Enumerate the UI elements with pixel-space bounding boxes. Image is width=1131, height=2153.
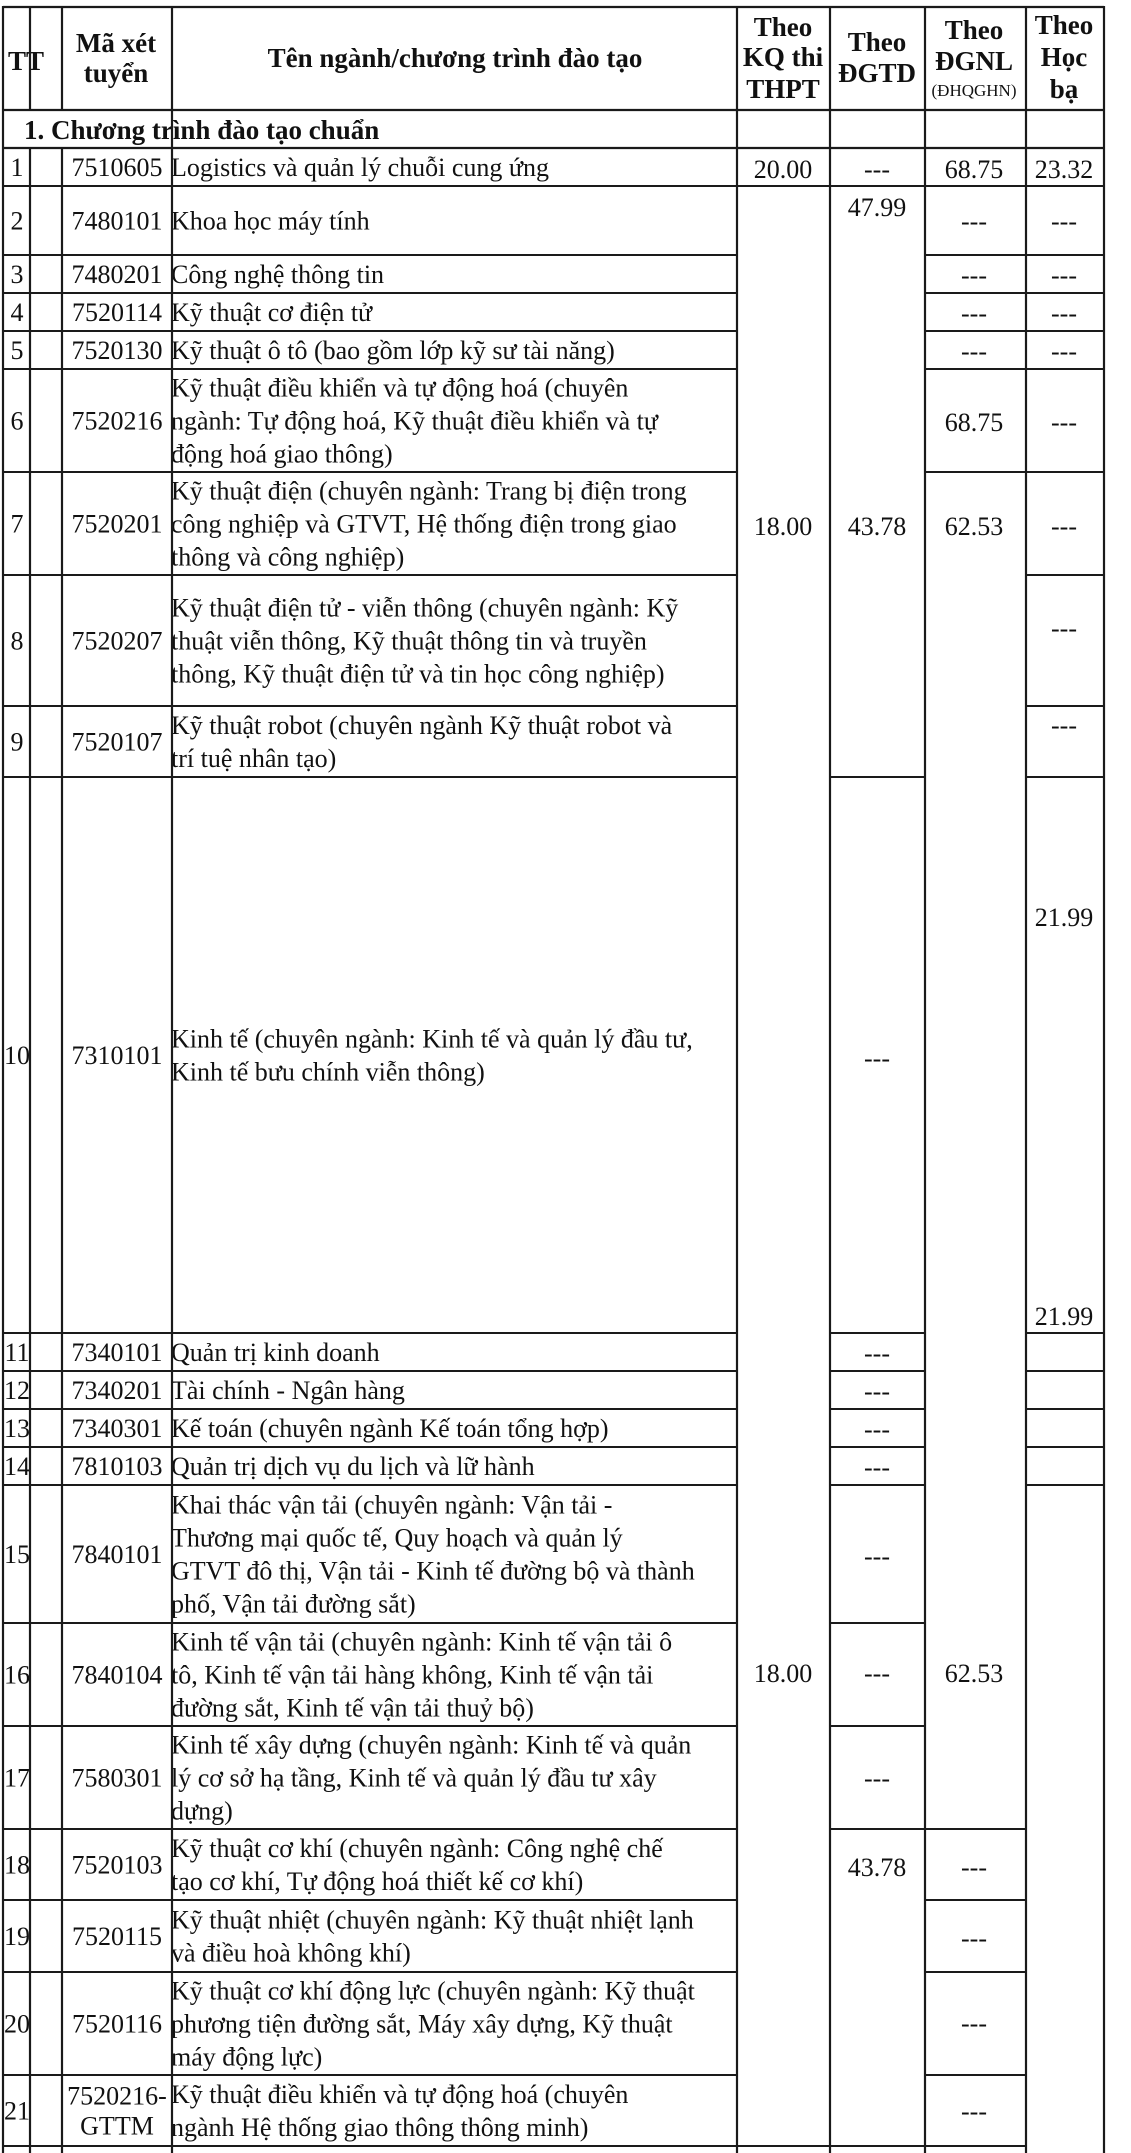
program-name-line: Kỹ thuật điều khiển và tự động hoá (chuyên (171, 2080, 629, 2109)
program-name-line: phố, Vận tải đường sắt) (171, 1589, 416, 1619)
dgnl-score-row5: --- (961, 337, 987, 366)
dgnl-score-row21: --- (961, 2097, 987, 2126)
program-name-line: máy động lực) (171, 2042, 323, 2072)
hocba-score-row1: 23.32 (1034, 155, 1094, 184)
dgnl-score-row6: 68.75 (944, 408, 1004, 437)
dgnl-score-row3: --- (961, 261, 987, 290)
program-name-line: Kinh tế xây dựng (chuyên ngành: Kinh tế và quản (171, 1730, 692, 1760)
header-code-line1: Mã xét (75, 28, 157, 58)
dgtd-score-row16: --- (864, 1659, 890, 1688)
admission-code: 7520114 (71, 298, 163, 327)
program-name-line: Công nghệ thông tin (171, 260, 385, 289)
table-row (11, 336, 615, 365)
hocba-score-row6: --- (1051, 408, 1077, 437)
admission-code: 7520216- (67, 2081, 167, 2111)
program-name-line: và điều hoà không khí) (171, 1938, 411, 1968)
program-name-line: Kỹ thuật robot (chuyên ngành Kỹ thuật robot và (171, 711, 673, 740)
program-name-line: trí tuệ nhân tạo) (171, 744, 337, 773)
program-name-line: Khoa học máy tính (171, 206, 370, 236)
header-thpt-line3: THPT (746, 74, 820, 104)
dgtd-score-block-2-6: 47.99 (847, 193, 907, 222)
thpt-score-block-10-21: 18.00 (753, 1659, 813, 1688)
row-number: 13 (4, 1414, 30, 1443)
program-name-line: Kỹ thuật điện tử - viễn thông (chuyên ngành: Kỹ (171, 593, 679, 623)
row-number: 20 (4, 2009, 30, 2039)
header-hocba-line2: Học (1040, 42, 1088, 72)
dgtd-score-row17: --- (864, 1764, 890, 1793)
dgnl-score-row20: --- (961, 2009, 987, 2038)
program-name-line: thông, Kỹ thuật điện tử và tin học công nghiệp) (171, 659, 665, 689)
header-thpt-line2: KQ thi (742, 42, 824, 72)
dgnl-score-row2: --- (961, 207, 987, 236)
row-number: 15 (4, 1540, 30, 1569)
program-name-line: tạo cơ khí, Tự động hoá thiết kế cơ khí) (171, 1867, 584, 1896)
thpt-score-block-2-9: 18.00 (753, 512, 813, 541)
hocba-score-row10-bottom: 21.99 (1034, 1302, 1094, 1331)
row-number: 4 (10, 298, 24, 327)
dgtd-score-row12: --- (864, 1377, 890, 1406)
program-name-line: Kỹ thuật cơ điện tử (171, 298, 373, 327)
admission-code: 7340301 (71, 1414, 163, 1443)
header-dgnl-note: (ĐHQGHN) (931, 81, 1017, 100)
program-name-line: Kỹ thuật cơ khí (chuyên ngành: Công nghệ chế (171, 1834, 663, 1863)
dgtd-score-row14: --- (864, 1453, 890, 1482)
header-hocba-line1: Theo (1034, 10, 1094, 40)
admission-code: GTTM (80, 2111, 154, 2141)
dgtd-score-row13: --- (864, 1415, 890, 1444)
program-name-line: Quản trị kinh doanh (171, 1338, 380, 1367)
admission-code: 7340201 (71, 1376, 163, 1405)
program-name-line: Khai thác vận tải (chuyên ngành: Vận tải - (171, 1490, 613, 1520)
row-number: 16 (4, 1660, 30, 1690)
row-number: 21 (4, 2096, 30, 2126)
admission-code: 7520115 (71, 1922, 163, 1951)
hocba-score-row5: --- (1051, 337, 1077, 366)
row-number: 1 (10, 153, 24, 182)
thpt-score-row1: 20.00 (753, 155, 813, 184)
row-number: 10 (4, 1041, 30, 1070)
admission-code: 7520201 (71, 509, 163, 539)
admission-code: 7310101 (71, 1041, 163, 1070)
admission-code: 7810103 (71, 1452, 163, 1481)
dgtd-score-block-18-21: 43.78 (847, 1853, 907, 1882)
header-thpt-line1: Theo (753, 12, 813, 42)
program-name-line: Kỹ thuật cơ khí động lực (chuyên ngành: Kỹ thuật (171, 1976, 695, 2006)
header-dgnl-line2: ĐGNL (934, 46, 1014, 76)
row-number: 14 (4, 1452, 30, 1481)
program-name-line: Kinh tế vận tải (chuyên ngành: Kinh tế vận tải ô (171, 1627, 673, 1657)
row-number: 3 (10, 260, 24, 289)
row-number: 11 (4, 1338, 30, 1367)
row-number: 7 (10, 509, 24, 539)
row-number: 17 (4, 1763, 30, 1793)
header-hocba-line3: bạ (1049, 74, 1079, 104)
row-number: 19 (4, 1922, 30, 1951)
program-name-line: đường sắt, Kinh tế vận tải thuỷ bộ) (171, 1693, 534, 1723)
program-name-line: Thương mại quốc tế, Quy hoạch và quản lý (171, 1523, 623, 1553)
table-row (11, 153, 550, 182)
row-number: 2 (10, 206, 24, 236)
row-number: 18 (4, 1850, 30, 1880)
program-name-line: tô, Kinh tế vận tải hàng không, Kinh tế vận tải (171, 1660, 654, 1690)
header-dgnl-line1: Theo (944, 15, 1004, 45)
program-name-line: Kế toán (chuyên ngành Kế toán tổng hợp) (171, 1414, 609, 1443)
program-name-line: Kinh tế (chuyên ngành: Kinh tế và quản lý đầu tư, (171, 1024, 693, 1054)
admission-code: 7480201 (71, 260, 163, 289)
header-dgtd-line2: ĐGTD (837, 58, 917, 88)
admission-code: 7840104 (71, 1660, 163, 1690)
hocba-score-row8: --- (1051, 614, 1077, 643)
program-name-line: lý cơ sở hạ tầng, Kinh tế và quản lý đầu tư xây (171, 1763, 657, 1793)
row-number: 6 (10, 406, 24, 436)
hocba-score-row10-top: 21.99 (1034, 903, 1094, 932)
program-name-line: dựng) (171, 1796, 233, 1826)
dgtd-score-row10: --- (864, 1044, 890, 1073)
program-name-line: Quản trị dịch vụ du lịch và lữ hành (171, 1452, 535, 1481)
admission-code: 7510605 (71, 153, 163, 182)
header-tt: TT (7, 46, 45, 76)
program-name-line: phương tiện đường sắt, Máy xây dựng, Kỹ thuật (171, 2009, 673, 2039)
header-code-line2: tuyển (83, 58, 149, 88)
hocba-score-row9: --- (1051, 711, 1077, 740)
program-name-line: ngành: Tự động hoá, Kỹ thuật điều khiển và tự (171, 406, 658, 436)
program-name-line: Kỹ thuật ô tô (bao gồm lớp kỹ sư tài năng) (171, 336, 615, 365)
admission-code: 7520130 (71, 336, 163, 365)
program-name-line: Kinh tế bưu chính viễn thông) (171, 1057, 485, 1087)
admission-code: 7520107 (71, 727, 163, 757)
row-number: 5 (10, 336, 24, 365)
program-name-line: Kỹ thuật điều khiển và tự động hoá (chuyên (171, 373, 629, 403)
program-name-line: thuật viễn thông, Kỹ thuật thông tin và truyền (171, 626, 647, 656)
dgnl-score-block-7-9: 62.53 (944, 512, 1004, 541)
admission-code: 7580301 (71, 1763, 163, 1793)
program-name-line: ngành Hệ thống giao thông thông minh) (171, 2113, 589, 2142)
dgtd-score-block-7-9: 43.78 (847, 512, 907, 541)
header-program-name: Tên ngành/chương trình đào tạo (267, 43, 643, 73)
hocba-score-row3: --- (1051, 261, 1077, 290)
dgnl-score-row4: --- (961, 299, 987, 328)
admission-code: 7840101 (71, 1540, 163, 1569)
row-number: 12 (4, 1376, 30, 1405)
dgnl-score-block-10-17: 62.53 (944, 1659, 1004, 1688)
admission-code: 7520116 (71, 2009, 163, 2039)
program-name-line: động hoá giao thông) (171, 439, 393, 469)
program-name-line: Tài chính - Ngân hàng (171, 1376, 405, 1405)
dgtd-score-row15: --- (864, 1542, 890, 1571)
admission-code: 7520207 (71, 626, 163, 656)
dgnl-score-row18: --- (961, 1853, 987, 1882)
program-name-line: thông và công nghiệp) (171, 542, 405, 572)
admission-code: 7480101 (71, 206, 163, 236)
program-name-line: Logistics và quản lý chuỗi cung ứng (171, 153, 550, 182)
section-title: 1. Chương trình đào tạo chuẩn (24, 115, 380, 145)
dgnl-score-row1: 68.75 (944, 155, 1004, 184)
table-row (4, 1414, 609, 1443)
row-number: 8 (10, 626, 24, 656)
header-dgtd-line1: Theo (847, 27, 907, 57)
dgtd-score-row1: --- (864, 155, 890, 184)
hocba-score-row7: --- (1051, 512, 1077, 541)
admission-code: 7340101 (71, 1338, 163, 1367)
program-name-line: Kỹ thuật điện (chuyên ngành: Trang bị điện trong (171, 476, 687, 506)
row-number: 9 (10, 727, 24, 757)
hocba-score-row4: --- (1051, 299, 1077, 328)
program-name-line: GTVT đô thị, Vận tải - Kinh tế đường bộ và thành (171, 1556, 695, 1586)
dgtd-score-row11: --- (864, 1339, 890, 1368)
admission-code: 7520216 (71, 406, 163, 436)
table-row (4, 1452, 535, 1481)
hocba-score-row2: --- (1051, 207, 1077, 236)
program-name-line: công nghiệp và GTVT, Hệ thống điện trong giao (171, 509, 677, 539)
dgnl-score-row19: --- (961, 1924, 987, 1953)
program-name-line: Kỹ thuật nhiệt (chuyên ngành: Kỹ thuật nhiệt lạnh (171, 1905, 694, 1935)
admission-code: 7520103 (71, 1850, 163, 1880)
